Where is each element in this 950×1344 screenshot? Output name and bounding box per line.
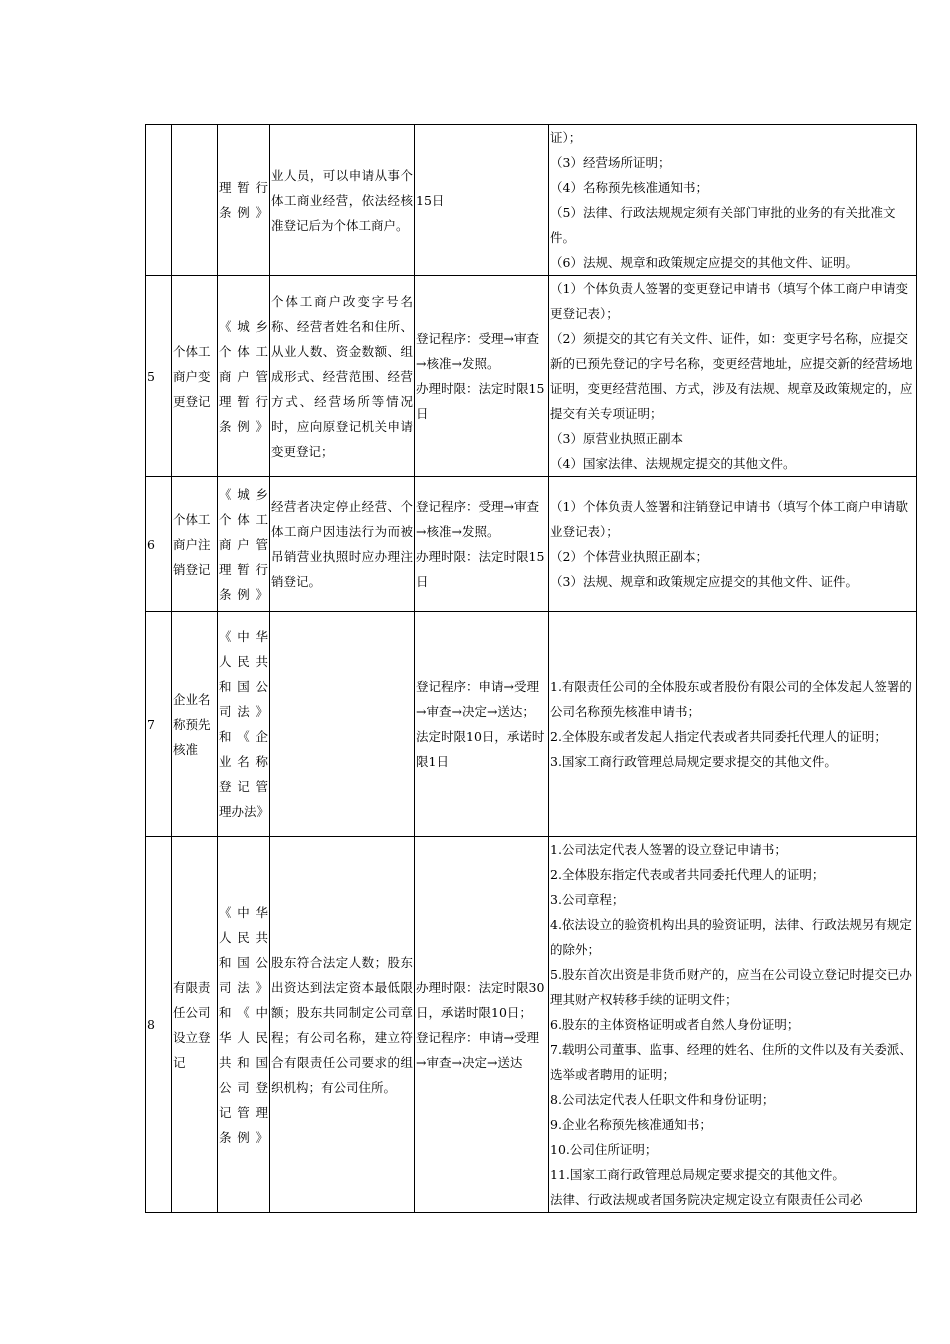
material-item: （1）个体负责人签署和注销登记申请书（填写个体工商户申请歇业登记表）； <box>550 499 908 539</box>
material-item: （3）法规、规章和政策规定应提交的其他文件、证件。 <box>550 574 858 589</box>
material-item: （2）个体营业执照正副本； <box>550 549 708 564</box>
procedure-line: 办理时限：法定时限30日，承诺时限10日； <box>416 979 545 1020</box>
item-name: 个体工商户变更登记 <box>172 276 218 477</box>
row-number: 5 <box>146 276 172 477</box>
legal-basis: 《中华人民共和国公司法》和《中华人民共和国公司登记管理条例》 <box>218 837 270 1213</box>
conditions: 经营者决定停止经营、个体工商户因违法行为而被吊销营业执照时应办理注销登记。 <box>270 477 415 612</box>
procedure-line: 办理时限：法定时限15日 <box>416 549 545 589</box>
material-item: 4.依法设立的验资机构出具的验资证明，法律、行政法规另有规定的除外； <box>550 917 912 957</box>
item-name <box>172 125 218 276</box>
material-item: 证）； <box>550 130 582 145</box>
procedure <box>415 612 549 837</box>
row-number: 6 <box>146 477 172 612</box>
material-item: （5）法律、行政法规规定须有关部门审批的业务的有关批准文件。 <box>550 205 896 245</box>
item-name: 有限责任公司设立登记 <box>172 837 218 1213</box>
material-item: 5.股东首次出资是非货币财产的，应当在公司设立登记时提交已办理其财产权转移手续的证明文件； <box>550 967 912 1007</box>
procedure <box>415 837 549 1213</box>
procedure-line: 办理时限：法定时限15日 <box>416 381 545 421</box>
material-item: 2.全体股东指定代表或者共同委托代理人的证明； <box>550 867 825 882</box>
item-name: 企业名称预先核准 <box>172 612 218 837</box>
row-number <box>146 125 172 276</box>
material-item: 11.国家工商行政管理总局规定要求提交的其他文件。 <box>550 1167 845 1182</box>
item-name: 个体工商户注销登记 <box>172 477 218 612</box>
table-row <box>146 837 917 1213</box>
procedure-line: 法定时限10日，承诺时限1日 <box>416 729 545 769</box>
materials <box>549 125 917 276</box>
registration-items-table <box>145 124 917 1213</box>
material-item: （6）法规、规章和政策规定应提交的其他文件、证明。 <box>550 255 858 270</box>
procedure-line: 登记程序：受理→审查→核准→发照。 <box>416 499 539 539</box>
material-item: （3）原营业执照正副本 <box>550 431 683 446</box>
legal-basis: 《城乡个体工商户管理暂行条例》 <box>218 477 270 612</box>
legal-basis: 理暂行条例》 <box>218 125 270 276</box>
procedure <box>415 125 549 276</box>
material-item: （2）须提交的其它有关文件、证件，如：变更字号名称，应提交新的已预先登记的字号名称，变更经营地址，应提交新的经营场地证明，变更经营范围、方式，涉及有法规、规章及政策规定的，应提交有关专项证明； <box>550 331 913 421</box>
material-item: 10.公司住所证明； <box>550 1142 658 1157</box>
material-item: （3）经营场所证明； <box>550 155 671 170</box>
procedure <box>415 276 549 477</box>
material-item: 3.国家工商行政管理总局规定要求提交的其他文件。 <box>550 754 837 769</box>
conditions: 个体工商户改变字号名称、经营者姓名和住所、从业人数、资金数额、组成形式、经营范围、经营方式、经营场所等情况时，应向原登记机关申请变更登记； <box>270 276 415 477</box>
material-item: （1）个体负责人签署的变更登记申请书（填写个体工商户申请变更登记表）； <box>550 281 908 321</box>
table-row <box>146 477 917 612</box>
materials <box>549 276 917 477</box>
procedure-line: 登记程序：受理→审查→核准→发照。 <box>416 331 539 371</box>
table-row <box>146 276 917 477</box>
procedure <box>415 477 549 612</box>
material-item: 3.公司章程； <box>550 892 625 907</box>
material-item: 1.有限责任公司的全体股东或者股份有限公司的全体发起人签署的公司名称预先核准申请书； <box>550 679 912 719</box>
material-item: 8.公司法定代表人任职文件和身份证明； <box>550 1092 775 1107</box>
legal-basis: 《中华人民共和国公司法》和《企业名称登记管理办法》 <box>218 612 270 837</box>
conditions <box>270 612 415 837</box>
row-number: 8 <box>146 837 172 1213</box>
material-item: 1.公司法定代表人签署的设立登记申请书； <box>550 842 787 857</box>
procedure-line: 登记程序：申请→受理→审查→决定→送达； <box>416 679 539 719</box>
material-item: 法律、行政法规或者国务院决定规定设立有限责任公司必 <box>550 1192 863 1207</box>
material-item: 7.载明公司董事、监事、经理的姓名、住所的文件以及有关委派、选举或者聘用的证明； <box>550 1042 912 1082</box>
conditions: 股东符合法定人数；股东出资达到法定资本最低限额；股东共同制定公司章程；有公司名称，建立符合有限责任公司要求的组织机构；有公司住所。 <box>270 837 415 1213</box>
material-item: （4）国家法律、法规规定提交的其他文件。 <box>550 456 796 471</box>
materials <box>549 612 917 837</box>
material-item: （4）名称预先核准通知书； <box>550 180 708 195</box>
table-row <box>146 125 917 276</box>
procedure-line: 登记程序：申请→受理→审查→决定→送达 <box>416 1029 539 1070</box>
legal-basis: 《城乡个体工商户管理暂行条例》 <box>218 276 270 477</box>
materials <box>549 837 917 1213</box>
row-number: 7 <box>146 612 172 837</box>
table-row <box>146 612 917 837</box>
materials <box>549 477 917 612</box>
conditions: 业人员，可以申请从事个体工商业经营，依法经核准登记后为个体工商户。 <box>270 125 415 276</box>
procedure-line: 15日 <box>416 192 445 208</box>
material-item: 6.股东的主体资格证明或者自然人身份证明； <box>550 1017 800 1032</box>
material-item: 2.全体股东或者发起人指定代表或者共同委托代理人的证明； <box>550 729 887 744</box>
material-item: 9.企业名称预先核准通知书； <box>550 1117 712 1132</box>
